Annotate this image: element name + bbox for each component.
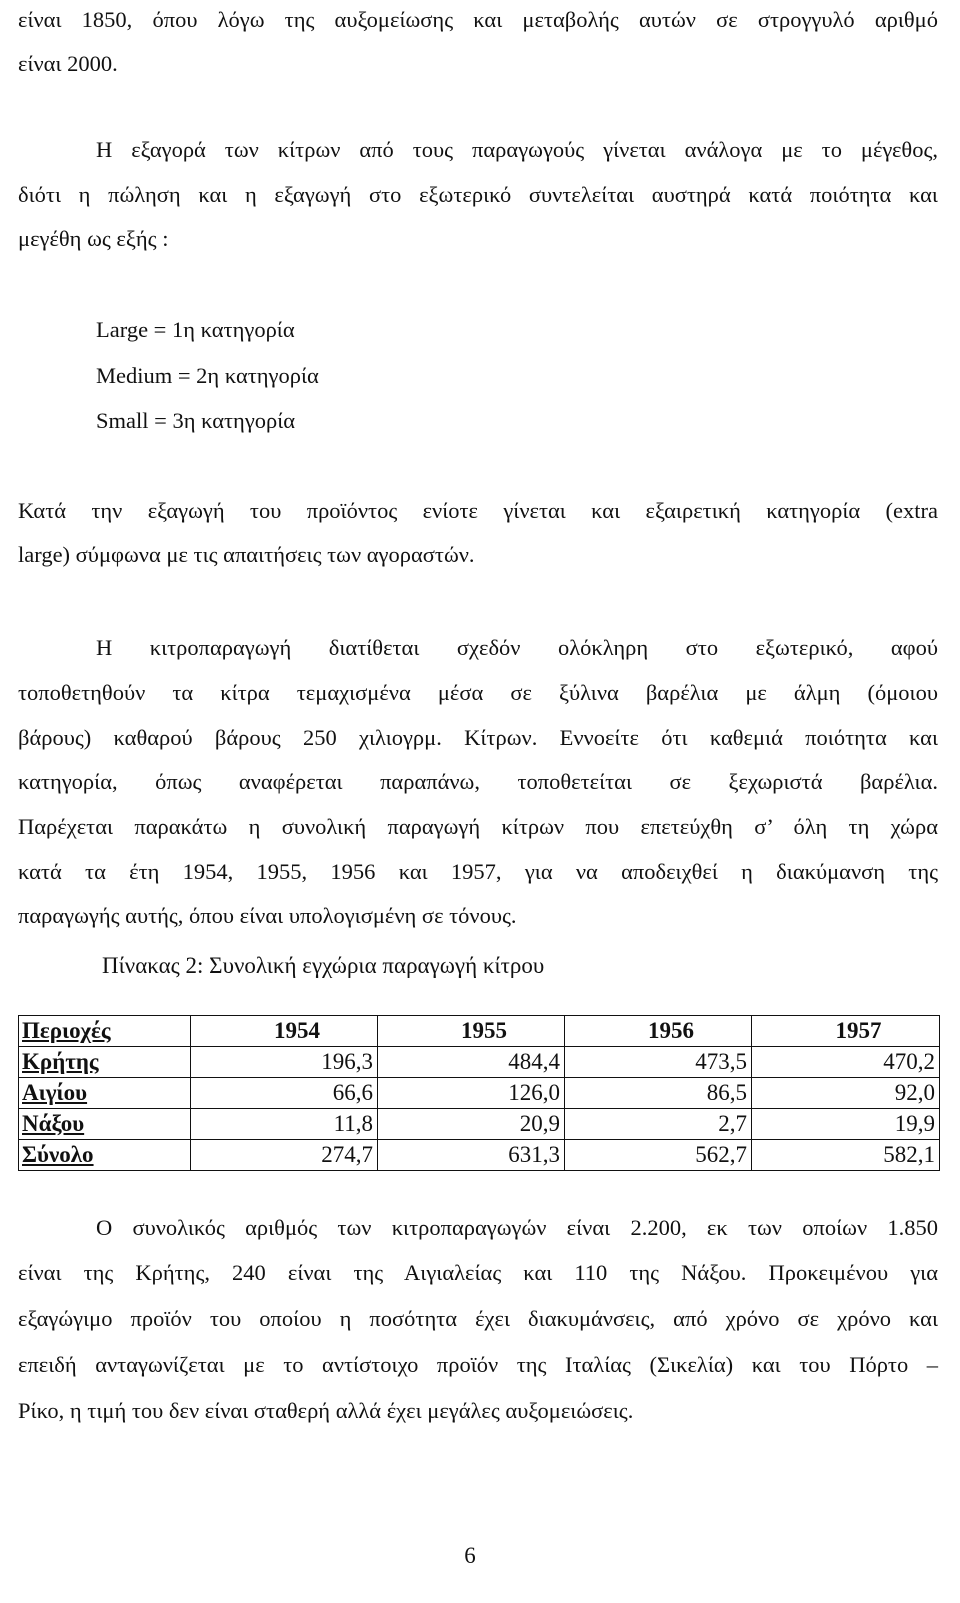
- paragraph-1-line-1: είναι 1850, όπου λόγω της αυξομείωσης και μεταβολής αυτών σε στρογγυλό αριθμό: [18, 7, 938, 32]
- paragraph-1-line-2: είναι 2000.: [18, 51, 118, 76]
- size-list-item: Medium = 2η κατηγορία: [96, 363, 319, 388]
- table-cell: 484,4: [378, 1047, 565, 1078]
- size-list-item: Large = 1η κατηγορία: [96, 317, 295, 342]
- table-row-label: Αιγίου: [19, 1078, 191, 1109]
- table-header-cell: 1956: [565, 1016, 752, 1047]
- table-cell: 631,3: [378, 1140, 565, 1171]
- paragraph-2-line-3: μεγέθη ως εξής :: [18, 226, 169, 251]
- table-cell: 19,9: [752, 1109, 940, 1140]
- paragraph-4-line-2: τοποθετηθούν τα κίτρα τεμαχισμένα μέσα σε ξύλινα βαρέλια με άλμη (όμοιου: [18, 680, 938, 705]
- table-cell: 126,0: [378, 1078, 565, 1109]
- paragraph-5-line-1: Ο συνολικός αριθμός των κιτροπαραγωγών είναι 2.200, εκ των οποίων 1.850: [96, 1215, 938, 1240]
- paragraph-5-line-5: Ρίκο, η τιμή του δεν είναι σταθερή αλλά έχει μεγάλες αυξομειώσεις.: [18, 1398, 634, 1423]
- paragraph-3-line-2: large) σύμφωνα με τις απαιτήσεις των αγοραστών.: [18, 542, 475, 567]
- paragraph-4-line-7: παραγωγής αυτής, όπου είναι υπολογισμένη σε τόνους.: [18, 903, 517, 928]
- table-cell: 274,7: [191, 1140, 378, 1171]
- table-cell: 11,8: [191, 1109, 378, 1140]
- table-cell: 562,7: [565, 1140, 752, 1171]
- table-row-label: Κρήτης: [19, 1047, 191, 1078]
- table-cell: 582,1: [752, 1140, 940, 1171]
- table-header-row: [19, 1016, 940, 1047]
- table-header-cell: 1954: [191, 1016, 378, 1047]
- paragraph-5-line-2: είναι της Κρήτης, 240 είναι της Αιγιαλείας και 110 της Νάξου. Προκειμένου για: [18, 1260, 938, 1285]
- table-cell: 196,3: [191, 1047, 378, 1078]
- table-header-cell: Περιοχές: [19, 1016, 191, 1047]
- paragraph-5-line-3: εξαγώγιμο προϊόν του οποίου η ποσότητα έχει διακυμάνσεις, από χρόνο σε χρόνο και: [18, 1306, 938, 1331]
- paragraph-4-line-4: κατηγορία, όπως αναφέρεται παραπάνω, τοποθετείται σε ξεχωριστά βαρέλια.: [18, 769, 938, 794]
- size-list-item: Small = 3η κατηγορία: [96, 408, 296, 433]
- page-number: 6: [464, 1543, 476, 1568]
- table-row-label: Νάξου: [19, 1109, 191, 1140]
- table-row: [19, 1109, 940, 1140]
- table-cell: 2,7: [565, 1109, 752, 1140]
- paragraph-4-line-3: βάρους) καθαρού βάρους 250 χιλιογρμ. Κίτρων. Εννοείτε ότι καθεμιά ποιότητα και: [18, 725, 938, 750]
- table-row: [19, 1047, 940, 1078]
- table-caption: Πίνακας 2: Συνολική εγχώρια παραγωγή κίτρου: [102, 953, 545, 978]
- table-total-row: [19, 1140, 940, 1171]
- table-cell: 86,5: [565, 1078, 752, 1109]
- paragraph-3-line-1: Κατά την εξαγωγή του προϊόντος ενίοτε γίνεται και εξαιρετική κατηγορία (extra: [18, 498, 938, 523]
- table-cell: 470,2: [752, 1047, 940, 1078]
- table-row: [19, 1078, 940, 1109]
- table-cell: 473,5: [565, 1047, 752, 1078]
- paragraph-2-line-1: Η εξαγορά των κίτρων από τους παραγωγούς γίνεται ανάλογα με το μέγεθος,: [96, 137, 938, 162]
- paragraph-4-line-6: κατά τα έτη 1954, 1955, 1956 και 1957, για να αποδειχθεί η διακύμανση της: [18, 859, 938, 884]
- table-cell: 66,6: [191, 1078, 378, 1109]
- table-header-cell: 1957: [752, 1016, 940, 1047]
- paragraph-4-line-1: Η κιτροπαραγωγή διατίθεται σχεδόν ολόκληρη στο εξωτερικό, αφού: [96, 635, 938, 660]
- production-table: [18, 1015, 940, 1171]
- table-row-label: Σύνολο: [19, 1140, 191, 1171]
- table-cell: 92,0: [752, 1078, 940, 1109]
- paragraph-4-line-5: Παρέχεται παρακάτω η συνολική παραγωγή κίτρων που επετεύχθη σ’ όλη τη χώρα: [18, 814, 938, 839]
- paragraph-5-line-4: επειδή ανταγωνίζεται με το αντίστοιχο προϊόν της Ιταλίας (Σικελία) και του Πόρτο –: [18, 1352, 938, 1377]
- table-header-cell: 1955: [378, 1016, 565, 1047]
- paragraph-2-line-2: διότι η πώληση και η εξαγωγή στο εξωτερικό συντελείται αυστηρά κατά ποιότητα και: [18, 182, 938, 207]
- table-cell: 20,9: [378, 1109, 565, 1140]
